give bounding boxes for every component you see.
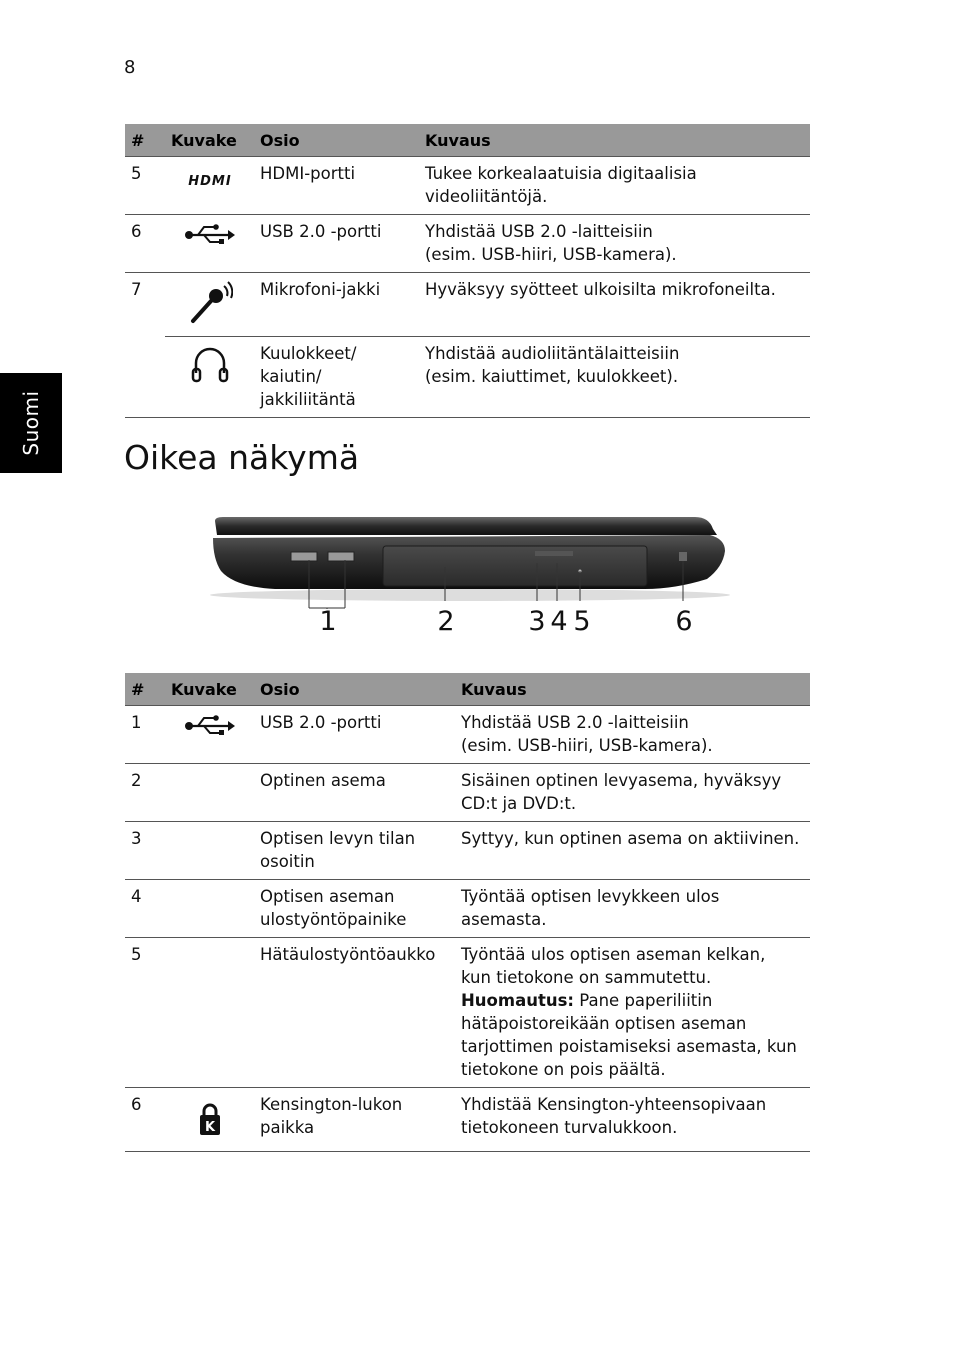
icon-cell [165, 822, 254, 880]
table-row [125, 273, 810, 337]
callout-3: 3 [528, 606, 546, 637]
icon-cell [165, 273, 254, 337]
row-number: 5 [125, 938, 165, 1088]
table-row [125, 880, 810, 938]
row-number: 5 [125, 157, 165, 215]
svg-text:HDMI: HDMI [187, 174, 232, 189]
page-number: 8 [124, 57, 136, 78]
part-cell: Optinen asema [254, 764, 455, 822]
part-cell: Kuulokkeet/ kaiutin/ jakkiliitäntä [254, 337, 419, 418]
headphones-icon [190, 343, 230, 385]
part-cell: HDMI-portti [254, 157, 419, 215]
kensington-lock-icon [197, 1102, 223, 1138]
components-table-left-continued [125, 124, 810, 418]
language-side-tab [0, 373, 62, 473]
description-cell: Yhdistää audioliitäntälaitteisiin (esim. kaiuttimet, kuulokkeet). [419, 337, 810, 418]
note-label: Huomautus: [461, 991, 575, 1010]
row-number: 1 [125, 706, 165, 764]
header-part: Osio [254, 673, 455, 706]
table-row [125, 822, 810, 880]
icon-cell [165, 337, 254, 418]
callout-5: 5 [573, 606, 591, 637]
header-num: # [125, 673, 165, 706]
icon-cell [165, 880, 254, 938]
table-row [125, 215, 810, 273]
row-number: 6 [125, 215, 165, 273]
description-cell: Yhdistää USB 2.0 -laitteisiin (esim. USB-hiiri, USB-kamera). [419, 215, 810, 273]
description-cell: Yhdistää Kensington-yhteensopivaan tietokoneen turvalukkoon. [455, 1088, 810, 1152]
description-cell: Syttyy, kun optinen asema on aktiivinen. [455, 822, 810, 880]
description-cell: Hyväksyy syötteet ulkoisilta mikrofoneilta. [419, 273, 810, 337]
header-part: Osio [254, 124, 419, 157]
usb-icon [184, 712, 236, 738]
icon-cell [165, 1088, 254, 1152]
header-icon: Kuvake [165, 124, 254, 157]
callout-4: 4 [550, 606, 568, 637]
icon-cell [165, 938, 254, 1088]
table-row [125, 938, 810, 1088]
part-cell: USB 2.0 -portti [254, 215, 419, 273]
callout-1: 1 [319, 606, 337, 637]
note-line: Huomautus: Pane paperiliitin [461, 991, 713, 1010]
part-cell: Mikrofoni-jakki [254, 273, 419, 337]
row-number: 6 [125, 1088, 165, 1152]
usb-icon [184, 221, 236, 247]
part-cell: Optisen levyn tilan osoitin [254, 822, 455, 880]
table-row [125, 337, 810, 418]
side-tab-label: Suomi [19, 390, 43, 456]
section-title: Oikea näkymä [124, 438, 360, 477]
row-number [125, 337, 165, 418]
row-number: 3 [125, 822, 165, 880]
svg-text:K: K [204, 1120, 215, 1135]
header-icon: Kuvake [165, 673, 254, 706]
icon-cell [165, 764, 254, 822]
laptop-right-side-illustration [205, 505, 735, 637]
table-row [125, 706, 810, 764]
table-row [125, 764, 810, 822]
table-row [125, 157, 810, 215]
part-cell: Kensington-lukon paikka [254, 1088, 455, 1152]
part-cell: Hätäulostyöntöaukko [254, 938, 455, 1088]
icon-cell [165, 706, 254, 764]
callout-6: 6 [675, 606, 693, 637]
icon-cell [165, 157, 254, 215]
header-description: Kuvaus [455, 673, 810, 706]
hdmi-icon [180, 163, 240, 191]
icon-cell [165, 215, 254, 273]
microphone-icon [187, 279, 233, 325]
row-number: 4 [125, 880, 165, 938]
description-cell: Työntää optisen levykkeen ulos asemasta. [455, 880, 810, 938]
header-description: Kuvaus [419, 124, 810, 157]
description-cell: Yhdistää USB 2.0 -laitteisiin (esim. USB-hiiri, USB-kamera). [455, 706, 810, 764]
table-header-row [125, 124, 810, 157]
description-cell: Työntää ulos optisen aseman kelkan, kun tietokone on sammutettu. Huomautus: Pane paperiliitin hätäpoistoreikään optisen aseman tarjottimen poistamiseksi asemasta, kun tietokone on pois päältä. [455, 938, 810, 1088]
callout-2: 2 [437, 606, 455, 637]
row-number: 2 [125, 764, 165, 822]
row-number: 7 [131, 280, 142, 299]
header-num: # [125, 124, 165, 157]
description-cell: Sisäinen optinen levyasema, hyväksyy CD:t ja DVD:t. [455, 764, 810, 822]
components-table-right-view [125, 673, 810, 1152]
table-row [125, 1088, 810, 1152]
table-header-row [125, 673, 810, 706]
part-cell: Optisen aseman ulostyöntöpainike [254, 880, 455, 938]
description-cell: Tukee korkealaatuisia digitaalisia videoliitäntöjä. [419, 157, 810, 215]
part-cell: USB 2.0 -portti [254, 706, 455, 764]
